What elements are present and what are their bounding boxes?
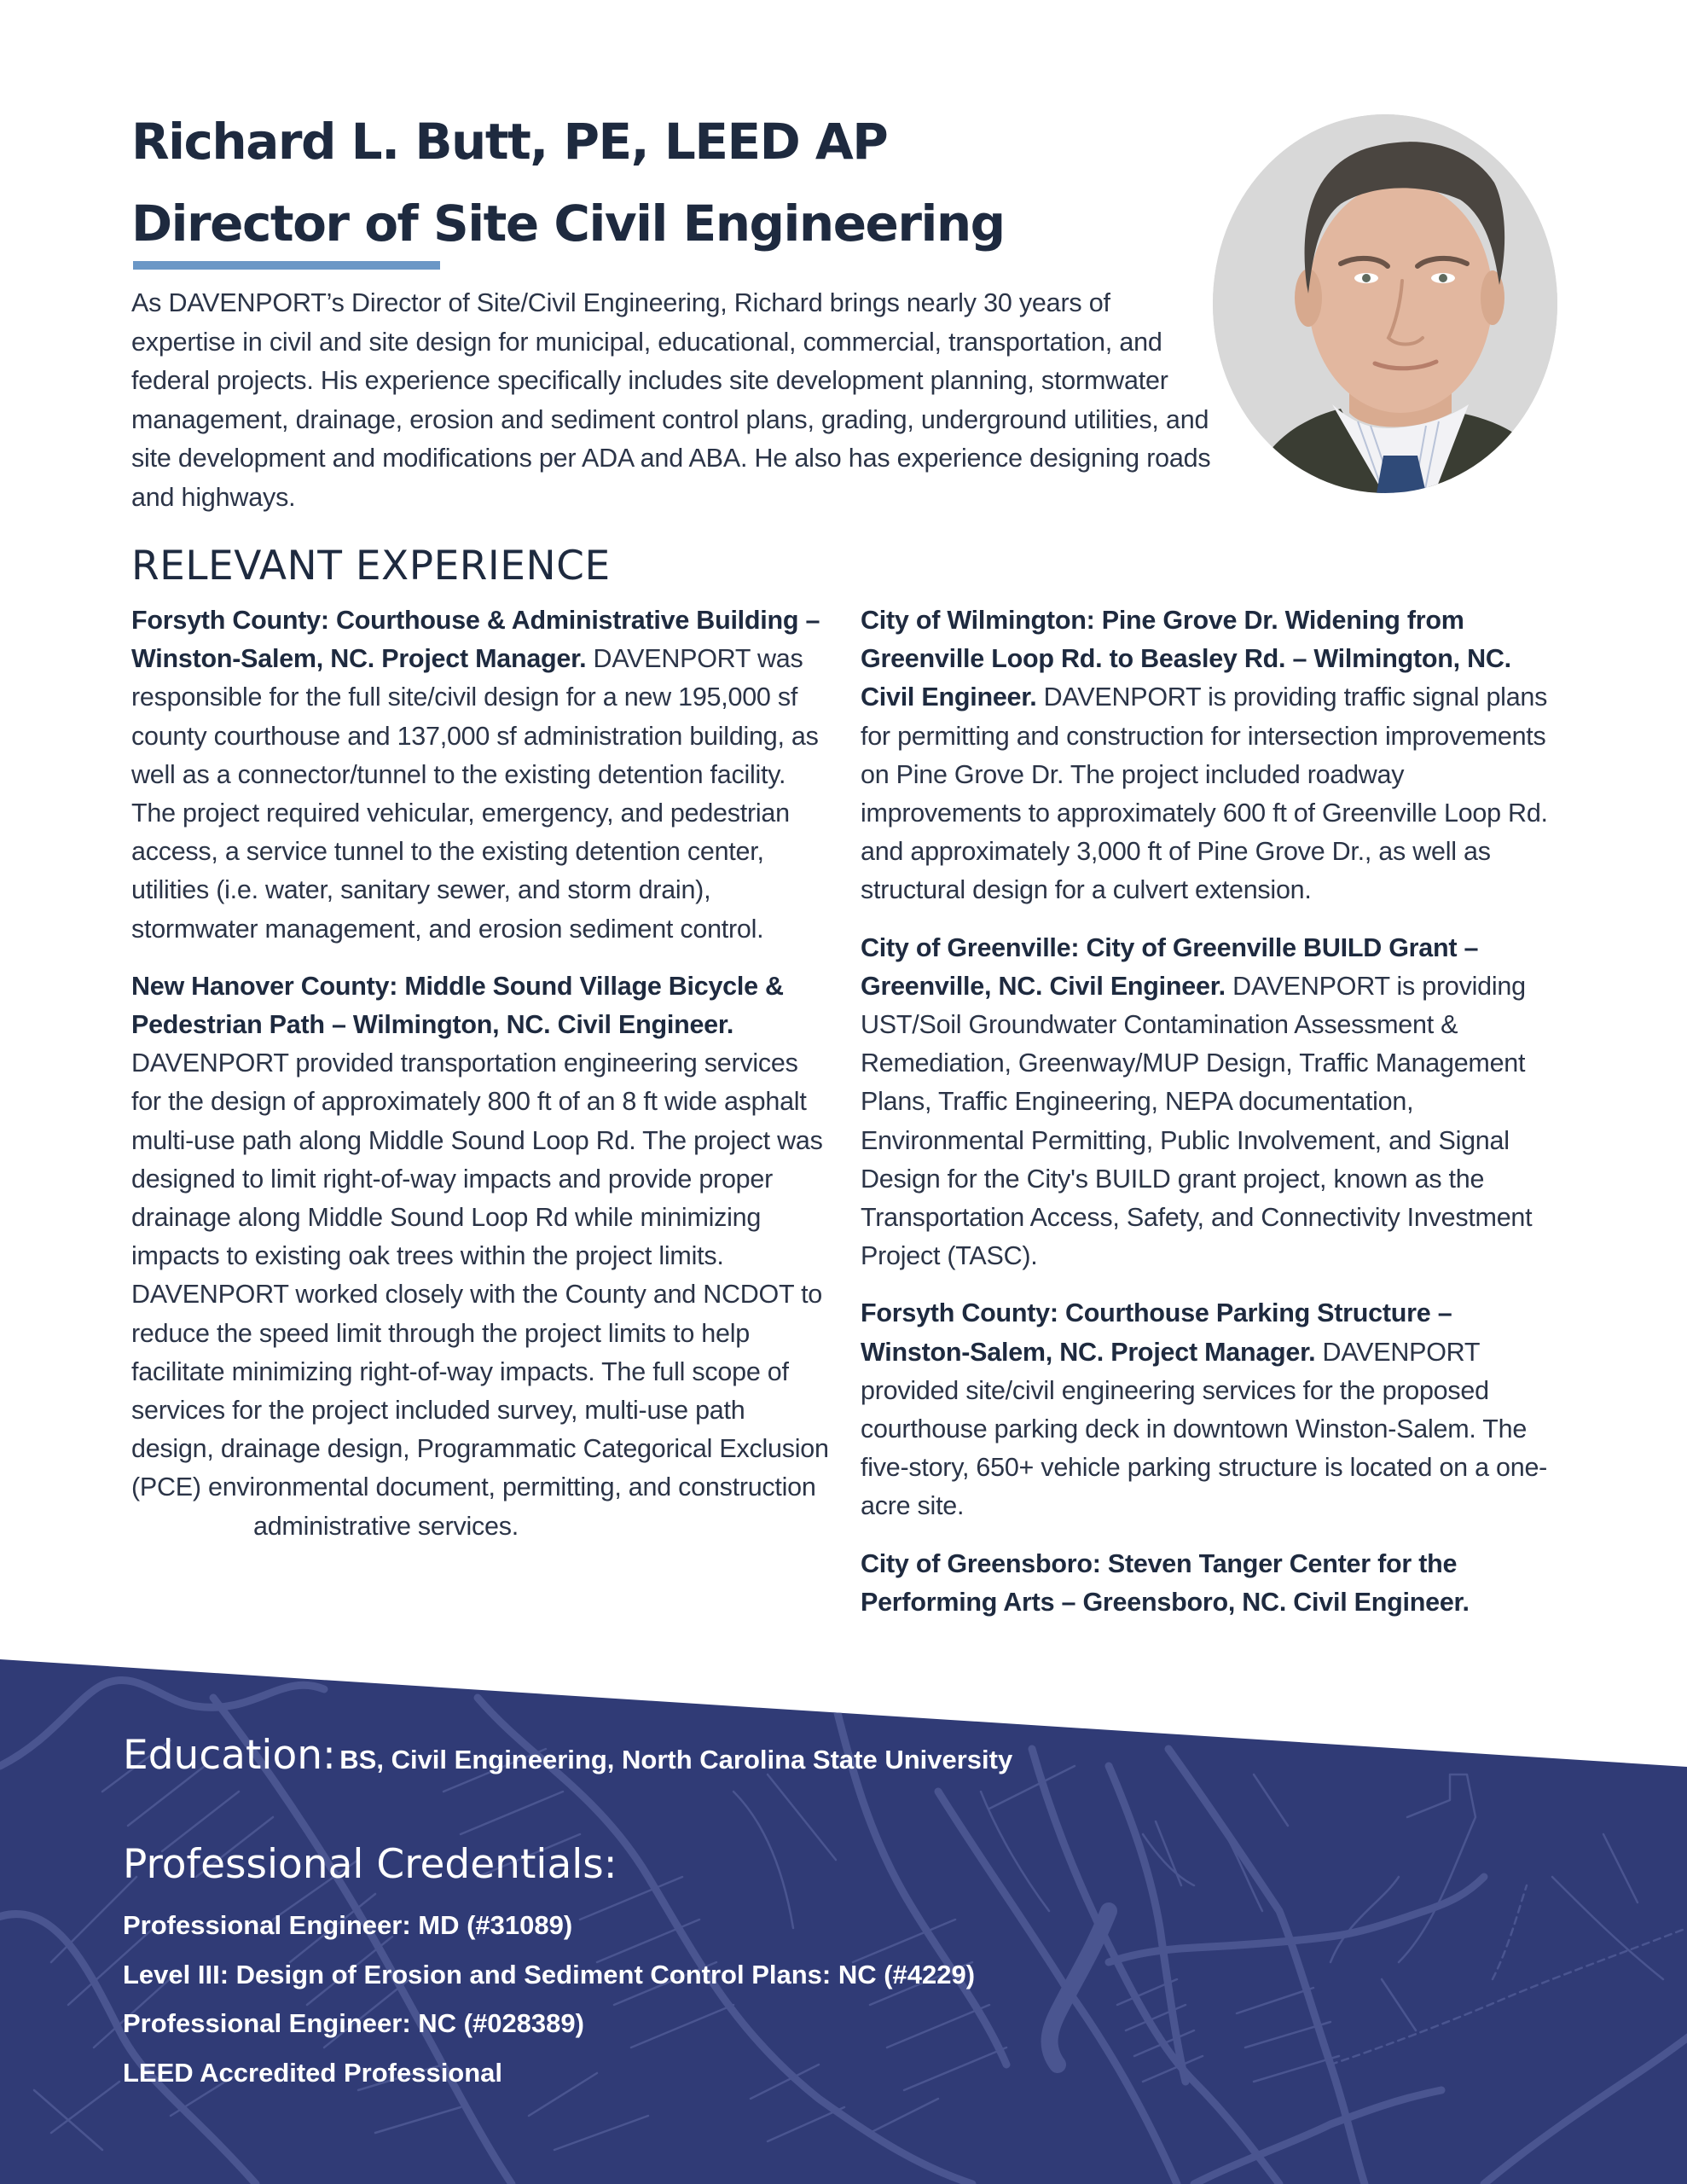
credential-item: Level III: Design of Erosion and Sediment Control Plans: NC (#4229) — [123, 1959, 976, 1989]
credentials-list — [123, 1901, 975, 2097]
project-description: DAVENPORT provided site/civil engineering services for the proposed courthouse parking deck in downtown Winston-Salem. The five-story, 650+ vehicle parking structure is located on a one-acre site. — [861, 1337, 1548, 1521]
credential-item: Professional Engineer: NC (#028389) — [123, 2008, 584, 2038]
portrait-illustration — [1213, 114, 1557, 493]
job-title: Director of Site Civil Engineering — [131, 195, 1005, 253]
project-description-tail: administrative services. — [253, 1511, 519, 1541]
intro-paragraph: As DAVENPORT’s Director of Site/Civil Engineering, Richard brings nearly 30 years of expertise in civil and site design for municipal, educational, commercial, transportation, and federal projects. His experience specifically includes site development planning, stormwater management, drainage, erosion and sediment control plans, grading, underground utilities, and site development and modifications per ADA and ABA. He also has experience designing roads and highways. — [131, 288, 1211, 512]
project-entry — [861, 1545, 1562, 1622]
project-description: DAVENPORT is providing UST/Soil Groundwater Contamination Assessment & Remediation, Greenway/MUP Design, Traffic Management Plans, Traffic Engineering, NEPA documentation, Environmental Permitting, Public Involvement, and Signal Design for the City's BUILD grant project, known as the Transportation Access, Safety, and Connectivity Investment Project (TASC). — [861, 971, 1533, 1271]
section-heading-relevant-experience: RELEVANT EXPERIENCE — [131, 543, 611, 590]
credential-item: LEED Accredited Professional — [123, 2057, 503, 2088]
project-entry — [861, 601, 1562, 910]
experience-column-left — [131, 601, 831, 1565]
project-description: DAVENPORT provided transportation engineering services for the design of approximately 800 ft of an 8 ft wide asphalt multi-use path along Middle Sound Loop Rd. The project was designed to limit right-of-way impacts and provide proper drainage along Middle Sound Loop Rd while minimizing impacts to existing oak trees within the project limits. DAVENPORT worked closely with the County and NCDOT to reduce the speed limit through the project limits to help facilitate minimizing right-of-way impacts. The full scope of services for the project included survey, multi-use path design, drainage design, Programmatic Categorical Exclusion (PCE) environmental document, permitting, and construction — [131, 1048, 829, 1502]
title-accent-bar — [133, 261, 440, 270]
page-title — [131, 101, 1005, 264]
credentials-heading: Professional Credentials: — [123, 1841, 617, 1888]
tie — [1377, 456, 1426, 493]
education-line — [123, 1732, 1012, 1779]
project-title: City of Greenville: City of Greenville BUILD Grant – Greenville, NC. Civil Engineer. — [861, 932, 1479, 1001]
education-value: BS, Civil Engineering, North Carolina State University — [339, 1745, 1013, 1774]
portrait-photo — [1213, 114, 1557, 493]
project-title: City of Greensboro: Steven Tanger Center for the Performing Arts – Greensboro, NC. Civil Engineer. — [861, 1548, 1470, 1617]
project-description: DAVENPORT was responsible for the full site/civil design for a new 195,000 sf county courthouse and 137,000 sf administration building, as well as a connector/tunnel to the existing detention facility. The project required vehicular, emergency, and pedestrian access, a service tunnel to the existing detention center, utilities (i.e. water, sanitary sewer, and storm drain), stormwater management, and erosion sediment control. — [131, 644, 819, 944]
project-entry — [131, 967, 831, 1546]
project-title: City of Wilmington: Pine Grove Dr. Widening from Greenville Loop Rd. to Beasley Rd. – Wilmington, NC. Civil Engineer. — [861, 606, 1511, 712]
project-title: New Hanover County: Middle Sound Village Bicycle & Pedestrian Path – Wilmington, NC. Civil Engineer. — [131, 971, 784, 1040]
project-title: Forsyth County: Courthouse Parking Structure – Winston-Salem, NC. Project Manager. — [861, 1298, 1452, 1367]
person-name: Richard L. Butt, PE, LEED AP — [131, 113, 888, 171]
project-title: Forsyth County: Courthouse & Administrative Building – Winston-Salem, NC. Project Manager. — [131, 606, 820, 674]
project-entry — [861, 1294, 1562, 1525]
project-entry — [861, 929, 1562, 1276]
credential-item: Professional Engineer: MD (#31089) — [123, 1910, 573, 1940]
education-label: Education: — [123, 1732, 336, 1779]
experience-column-right — [861, 601, 1562, 1641]
project-entry — [131, 601, 831, 949]
project-description: DAVENPORT is providing traffic signal plans for permitting and construction for intersection improvements on Pine Grove Dr. The project included roadway improvements to approximately 600 ft of Greenville Loop Rd. and approximately 3,000 ft of Pine Grove Dr., as well as structural design for a culvert extension. — [861, 682, 1548, 905]
